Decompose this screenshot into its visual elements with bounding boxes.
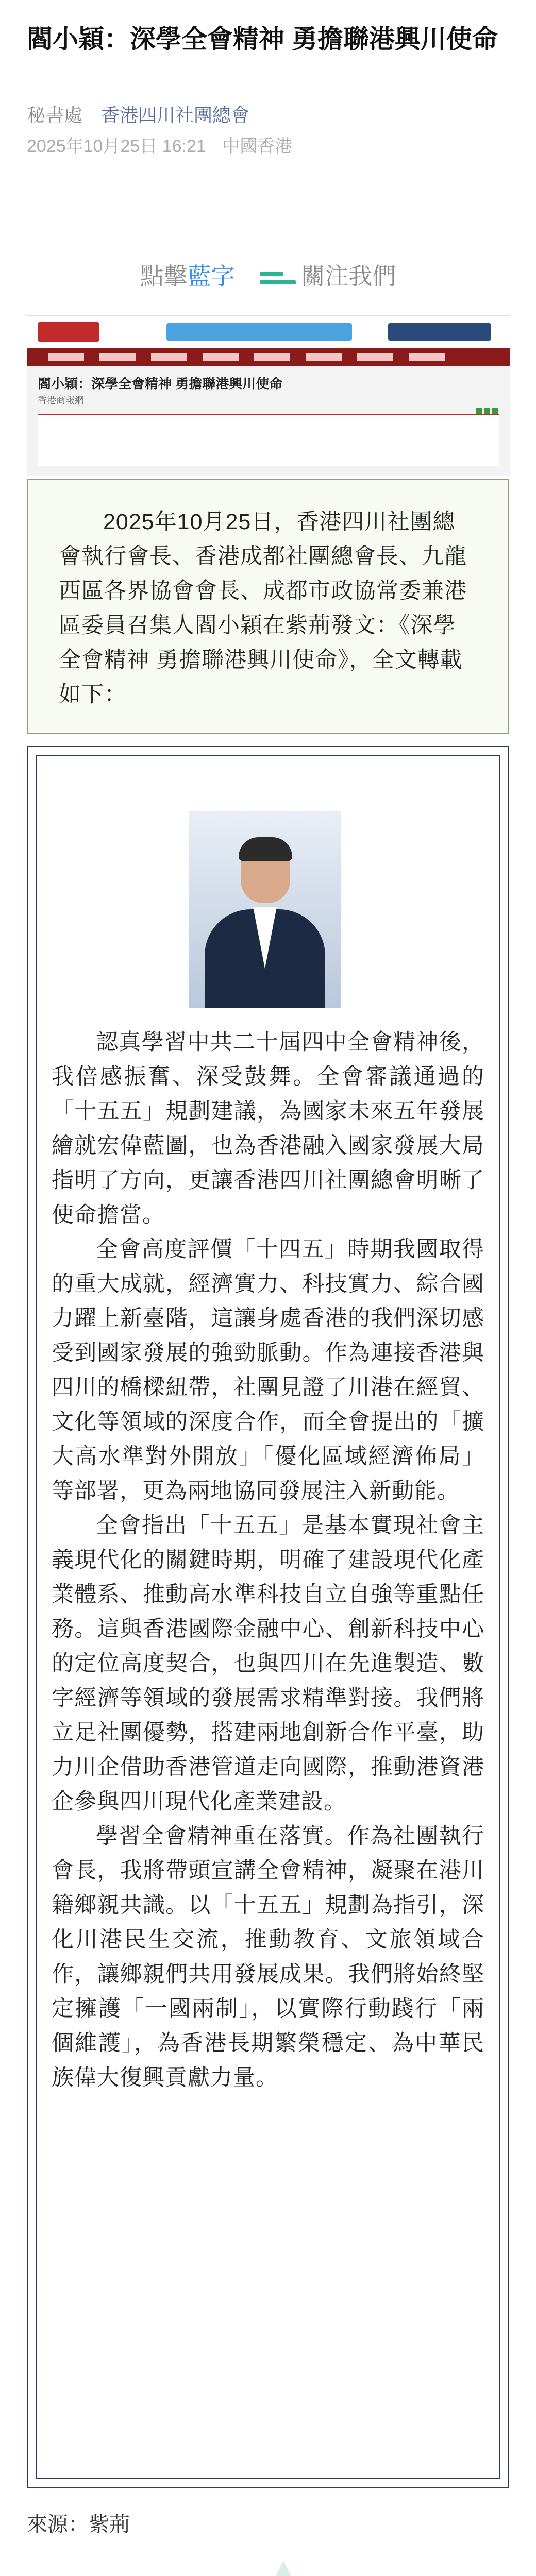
portrait-photo [189, 811, 341, 1008]
account-link[interactable]: 香港四川社團總會 [101, 105, 250, 126]
equals-icon [260, 269, 296, 287]
paragraph: 全會指出「十五五」是基本實現社會主義現代化的關鍵時期，明確了建設現代化產業體系、推動高水準科技自立自強等重點任務。這與香港國際金融中心、創新科技中心的定位高度契合，也與四川在先進製造、數字經濟等領域的發展需求精準對接。我們將立足社團優勢，搭建兩地創新合作平臺，助力川企借助香港管道走向國際，推動港資港企參與四川現代化產業建設。 [52, 1513, 484, 1814]
publish-location: 中國香港 [222, 137, 293, 156]
article-meta [27, 101, 249, 127]
paragraph: 學習全會精神重在落實。作為社團執行會長，我將帶頭宣講全會精神，凝聚在港川籍鄉親共識。以「十五五」規劃為指引，深化川港民生交流，推動教育、文旅領域合作，讓鄉親們共用發展成果。我們將始終堅定擁護「一國兩制」，以實際行動踐行「兩個維護」，為香港長期繁榮穩定、為中華民族偉大復興貢獻力量。 [52, 1824, 484, 2090]
page-title: 閻小穎：深學全會精神 勇擔聯港興川使命 [27, 25, 498, 54]
source-line: 來源：紫荊 [27, 2513, 130, 2536]
paragraph: 認真學習中共二十屆四中全會精神後，我倍感振奮、深受鼓舞。全會審議通過的「十五五」規劃建議，為國家未來五年發展繪就宏偉藍圖，也為香港融入國家發展大局指明了方向，更讓香港四川社團總會明晰了使命擔當。 [52, 1030, 484, 1227]
publish-datetime: 2025年10月25日 16:21 [27, 137, 206, 156]
screenshot-headline: 閻小穎：深學全會精神 勇擔聯港興川使命 [38, 376, 283, 392]
follow-banner[interactable] [0, 258, 536, 292]
article-meta-time [27, 132, 292, 157]
author: 秘書處 [27, 105, 83, 126]
paragraph: 全會高度評價「十四五」時期我國取得的重大成就，經濟實力、科技實力、綜合國力躍上新臺階，這讓身處香港的我們深切感受到國家發展的強勁脈動。作為連接香港與四川的橋樑紐帶，社團見證了川港在經貿、文化等領域的深度合作，而全會提出的「擴大高水準對外開放」「優化區域經濟佈局」等部署，更為兩地協同發展注入新動能。 [52, 1237, 484, 1503]
follow-click-text: 點擊 [140, 263, 188, 290]
article-body [52, 1025, 484, 2095]
news-screenshot-image [27, 315, 510, 476]
screenshot-subline: 香港商報網 [38, 395, 84, 405]
newspaper-logo [38, 322, 99, 342]
city-skyline-illustration [31, 2561, 505, 2576]
follow-us-text: 關注我們 [301, 263, 396, 290]
intro-box [27, 479, 509, 734]
intro-text: 2025年10月25日，香港四川社團總會執行會長、香港成都社團總會長、九龍西區各界協會會長、成都市政協常委兼港區委員召集人閻小穎在紫荊發文：《深學全會精神 勇擔聯港興川使命》，全文轉載如下： [59, 510, 467, 707]
follow-blue-text: 藍字 [187, 263, 235, 290]
